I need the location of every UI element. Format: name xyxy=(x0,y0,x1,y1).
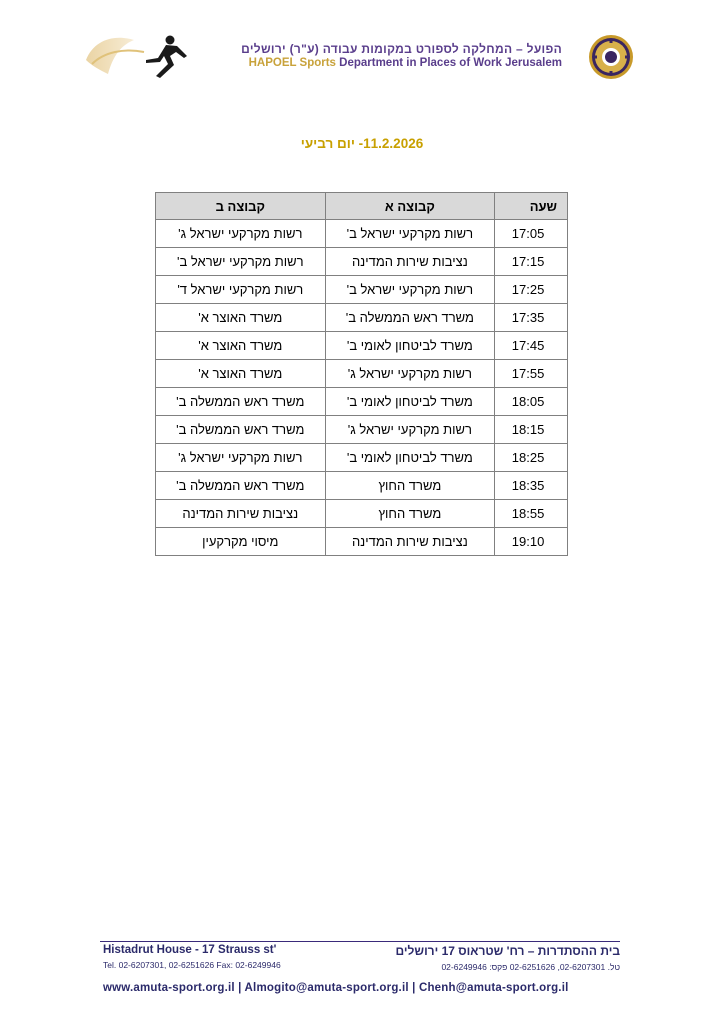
cell-time: 17:45 xyxy=(495,332,568,360)
header-brand: HAPOEL Sports xyxy=(248,57,336,69)
table-row xyxy=(156,444,568,472)
cell-team-b: משרד ראש הממשלה ב' xyxy=(156,472,326,500)
cell-team-a: משרד לביטחון לאומי ב' xyxy=(325,444,495,472)
cell-team-a: משרד לביטחון לאומי ב' xyxy=(325,332,495,360)
table-row xyxy=(156,528,568,556)
table-row xyxy=(156,304,568,332)
cell-team-b: משרד ראש הממשלה ב' xyxy=(156,388,326,416)
cell-team-b: נציבות שירות המדינה xyxy=(156,500,326,528)
cell-team-b: משרד האוצר א' xyxy=(156,304,326,332)
table-row xyxy=(156,248,568,276)
cell-time: 18:55 xyxy=(495,500,568,528)
cell-time: 18:35 xyxy=(495,472,568,500)
header-team-a: קבוצה א xyxy=(325,193,495,220)
table-row xyxy=(156,360,568,388)
cell-time: 17:35 xyxy=(495,304,568,332)
table-row xyxy=(156,416,568,444)
header-time: שעה xyxy=(495,193,568,220)
page-header xyxy=(84,30,640,84)
footer-contacts[interactable]: www.amuta-sport.org.il | Almogito@amuta-sport.org.il | Chenh@amuta-sport.org.il xyxy=(103,982,569,994)
table-row xyxy=(156,332,568,360)
cell-time: 17:25 xyxy=(495,276,568,304)
cell-team-b: משרד האוצר א' xyxy=(156,332,326,360)
table-row xyxy=(156,276,568,304)
cell-team-b: משרד ראש הממשלה ב' xyxy=(156,416,326,444)
cell-team-a: נציבות שירות המדינה xyxy=(325,248,495,276)
cell-team-b: רשות מקרקעי ישראל ד' xyxy=(156,276,326,304)
header-department: Department in Places of Work Jerusalem xyxy=(339,57,562,69)
cell-team-a: רשות מקרקעי ישראל ב' xyxy=(325,276,495,304)
cell-time: 18:05 xyxy=(495,388,568,416)
cell-team-b: רשות מקרקעי ישראל ג' xyxy=(156,444,326,472)
footer-divider xyxy=(100,941,620,942)
header-title-english xyxy=(241,57,562,69)
footer-address-english xyxy=(103,944,343,970)
cell-team-b: רשות מקרקעי ישראל ג' xyxy=(156,220,326,248)
table-row xyxy=(156,220,568,248)
cell-time: 18:25 xyxy=(495,444,568,472)
table-row xyxy=(156,472,568,500)
footer-phones-he: טל. 02-6207301, 02-6251626 פקס: 02-6249946 xyxy=(441,962,620,972)
date-title: 11.2.2026- יום רביעי xyxy=(300,136,424,151)
table-row xyxy=(156,500,568,528)
footer-phones-en: Tel. 02-6207301, 02-6251626 Fax: 02-6249946 xyxy=(103,960,281,970)
hapoel-emblem-icon xyxy=(588,34,634,80)
cell-team-a: רשות מקרקעי ישראל ב' xyxy=(325,220,495,248)
cell-team-a: משרד החוץ xyxy=(325,500,495,528)
cell-team-b: מיסוי מקרקעין xyxy=(156,528,326,556)
cell-team-a: משרד החוץ xyxy=(325,472,495,500)
cell-team-b: רשות מקרקעי ישראל ב' xyxy=(156,248,326,276)
cell-team-a: רשות מקרקעי ישראל ג' xyxy=(325,360,495,388)
table-row xyxy=(156,388,568,416)
cell-team-a: משרד לביטחון לאומי ב' xyxy=(325,388,495,416)
cell-time: 17:15 xyxy=(495,248,568,276)
cell-team-a: רשות מקרקעי ישראל ג' xyxy=(325,416,495,444)
footer-house-he: בית ההסתדרות – רח' שטראוס 17 ירושלים xyxy=(395,944,620,958)
cell-team-b: משרד האוצר א' xyxy=(156,360,326,388)
header-team-b: קבוצה ב xyxy=(156,193,326,220)
schedule-table xyxy=(155,192,568,556)
cell-time: 19:10 xyxy=(495,528,568,556)
cell-time: 17:55 xyxy=(495,360,568,388)
header-title-hebrew: הפועל – המחלקה לספורט במקומות עבודה (ע"ר) ירושלים xyxy=(241,42,562,56)
footer-address-hebrew xyxy=(360,944,620,972)
footer-house-en: Histadrut House - 17 Strauss st' xyxy=(103,944,277,956)
cell-team-a: נציבות שירות המדינה xyxy=(325,528,495,556)
header-title-block xyxy=(241,42,562,69)
cell-time: 18:15 xyxy=(495,416,568,444)
table-header-row xyxy=(156,193,568,220)
cell-team-a: משרד ראש הממשלה ב' xyxy=(325,304,495,332)
runner-logo-icon xyxy=(84,30,194,82)
cell-time: 17:05 xyxy=(495,220,568,248)
